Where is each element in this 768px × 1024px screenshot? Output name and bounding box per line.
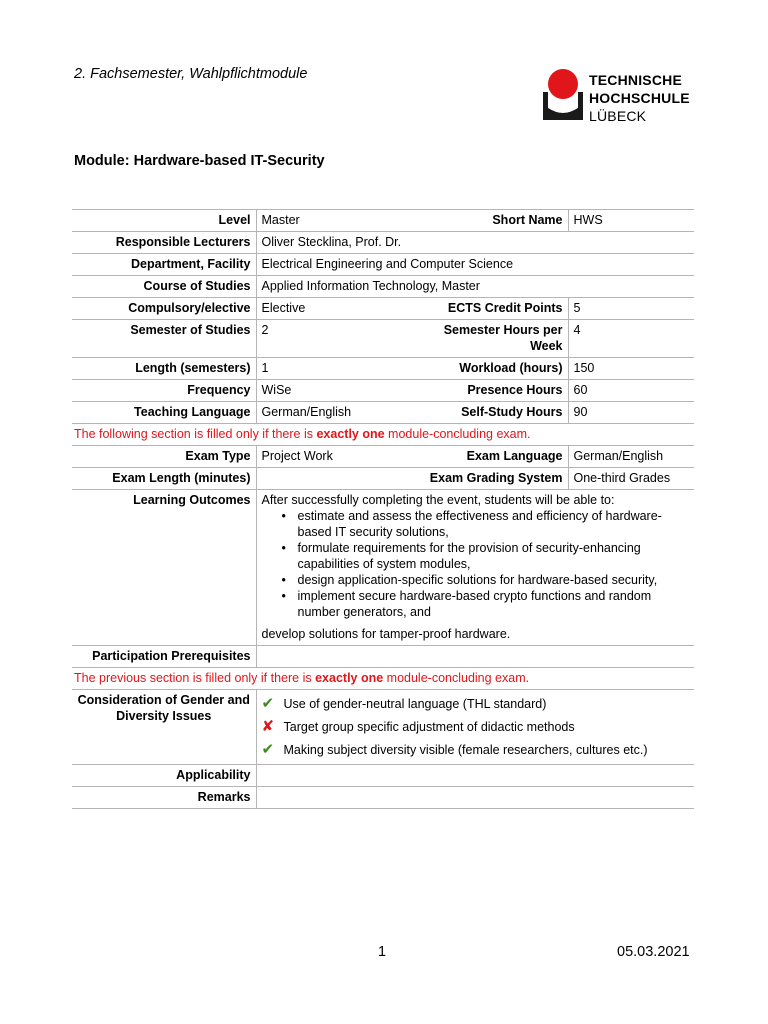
logo-emblem-icon bbox=[542, 68, 586, 124]
table-row bbox=[72, 210, 694, 232]
length-value: 1 bbox=[256, 358, 432, 380]
table-row bbox=[72, 490, 694, 646]
module-title: Module: Hardware-based IT-Security bbox=[74, 153, 325, 169]
table-row bbox=[72, 690, 694, 765]
applicability-label: Applicability bbox=[72, 765, 256, 787]
short-name-label: Short Name bbox=[432, 210, 568, 232]
page-number: 1 bbox=[378, 944, 387, 960]
workload-value: 150 bbox=[568, 358, 694, 380]
applicability-value bbox=[256, 765, 694, 787]
logo-line-3: LÜBECK bbox=[589, 108, 647, 124]
table-row bbox=[72, 468, 694, 490]
prerequisites-label: Participation Prerequisites bbox=[72, 646, 256, 668]
exam-length-label: Exam Length (minutes) bbox=[72, 468, 256, 490]
grading-label: Exam Grading System bbox=[256, 468, 568, 490]
gender-item-text: Target group specific adjustment of didactic methods bbox=[283, 719, 575, 734]
short-name-value: HWS bbox=[568, 210, 694, 232]
gender-value bbox=[256, 690, 694, 765]
sws-label: Semester Hours per Week bbox=[432, 320, 568, 358]
self-study-label: Self-Study Hours bbox=[432, 402, 568, 424]
exam-language-value: German/English bbox=[568, 446, 694, 468]
list-item: • estimate and assess the effectiveness and efficiency of hardware-based IT security solutions, bbox=[298, 508, 690, 540]
self-study-value: 90 bbox=[568, 402, 694, 424]
level-value: Master bbox=[256, 210, 432, 232]
notice-previous bbox=[72, 668, 694, 690]
presence-label: Presence Hours bbox=[432, 380, 568, 402]
notice-row-following bbox=[72, 424, 694, 446]
compulsory-value: Elective bbox=[256, 298, 432, 320]
gender-item-3 bbox=[262, 738, 690, 761]
logo-line-1: TECHNISCHE bbox=[589, 72, 683, 88]
department-value: Electrical Engineering and Computer Science bbox=[256, 254, 694, 276]
lecturers-label: Responsible Lecturers bbox=[72, 232, 256, 254]
gender-item-1 bbox=[262, 692, 690, 715]
gender-item-2 bbox=[262, 715, 690, 738]
table-row bbox=[72, 446, 694, 468]
course-value: Applied Information Technology, Master bbox=[256, 276, 694, 298]
table-row bbox=[72, 380, 694, 402]
outcomes-value bbox=[256, 490, 694, 646]
grading-value: One-third Grades bbox=[568, 468, 694, 490]
notice-text: The following section is filled only if there is bbox=[74, 427, 317, 441]
footer-date: 05.03.2021 bbox=[617, 944, 690, 960]
semester-label: Semester of Studies bbox=[72, 320, 256, 358]
length-label: Length (semesters) bbox=[72, 358, 256, 380]
semester-heading: 2. Fachsemester, Wahlpflichtmodule bbox=[74, 66, 308, 82]
notice-emphasis: exactly one bbox=[316, 427, 385, 441]
notice-text: module-concluding exam. bbox=[384, 427, 531, 441]
remarks-label: Remarks bbox=[72, 787, 256, 809]
lecturers-value: Oliver Stecklina, Prof. Dr. bbox=[256, 232, 694, 254]
exam-type-label: Exam Type bbox=[72, 446, 256, 468]
check-icon: ✔ bbox=[261, 740, 275, 758]
cross-icon: ✘ bbox=[261, 717, 275, 735]
compulsory-label: Compulsory/elective bbox=[72, 298, 256, 320]
workload-label: Workload (hours) bbox=[432, 358, 568, 380]
ects-value: 5 bbox=[568, 298, 694, 320]
semester-value: 2 bbox=[256, 320, 432, 358]
notice-text: The previous section is filled only if there is bbox=[74, 671, 316, 685]
outcomes-intro: After successfully completing the event, students will be able to: bbox=[261, 493, 615, 507]
gender-item-text: Use of gender-neutral language (THL standard) bbox=[283, 696, 547, 711]
exam-type-value: Project Work bbox=[256, 446, 432, 468]
table-row bbox=[72, 358, 694, 380]
module-table bbox=[72, 209, 694, 809]
university-logo bbox=[542, 68, 702, 128]
presence-value: 60 bbox=[568, 380, 694, 402]
gender-label: Consideration of Gender and Diversity Issues bbox=[72, 690, 256, 765]
ects-label: ECTS Credit Points bbox=[432, 298, 568, 320]
notice-emphasis: exactly one bbox=[315, 671, 384, 685]
course-label: Course of Studies bbox=[72, 276, 256, 298]
outcomes-label: Learning Outcomes bbox=[72, 490, 256, 646]
frequency-label: Frequency bbox=[72, 380, 256, 402]
notice-text: module-concluding exam. bbox=[383, 671, 530, 685]
gender-item-text: Making subject diversity visible (female researchers, cultures etc.) bbox=[283, 742, 648, 757]
outcomes-final: develop solutions for tamper-proof hardware. bbox=[261, 627, 511, 641]
exam-language-label: Exam Language bbox=[432, 446, 568, 468]
table-row bbox=[72, 402, 694, 424]
table-row bbox=[72, 765, 694, 787]
list-item: • implement secure hardware-based crypto functions and random number generators, and bbox=[298, 588, 690, 620]
table-row bbox=[72, 646, 694, 668]
list-item: • design application-specific solutions for hardware-based security, bbox=[298, 572, 690, 588]
list-item: • formulate requirements for the provision of security-enhancing capabilities of system modules, bbox=[298, 540, 690, 572]
table-row bbox=[72, 276, 694, 298]
logo-line-2: HOCHSCHULE bbox=[589, 90, 690, 106]
outcomes-list bbox=[262, 508, 690, 620]
table-row bbox=[72, 298, 694, 320]
level-label: Level bbox=[72, 210, 256, 232]
table-row bbox=[72, 254, 694, 276]
check-icon: ✔ bbox=[261, 694, 275, 712]
language-value: German/English bbox=[256, 402, 432, 424]
remarks-value bbox=[256, 787, 694, 809]
sws-value: 4 bbox=[568, 320, 694, 358]
frequency-value: WiSe bbox=[256, 380, 432, 402]
language-label: Teaching Language bbox=[72, 402, 256, 424]
notice-following bbox=[72, 424, 694, 446]
department-label: Department, Facility bbox=[72, 254, 256, 276]
prerequisites-value bbox=[256, 646, 694, 668]
table-row bbox=[72, 787, 694, 809]
table-row bbox=[72, 320, 694, 358]
notice-row-previous bbox=[72, 668, 694, 690]
table-row bbox=[72, 232, 694, 254]
